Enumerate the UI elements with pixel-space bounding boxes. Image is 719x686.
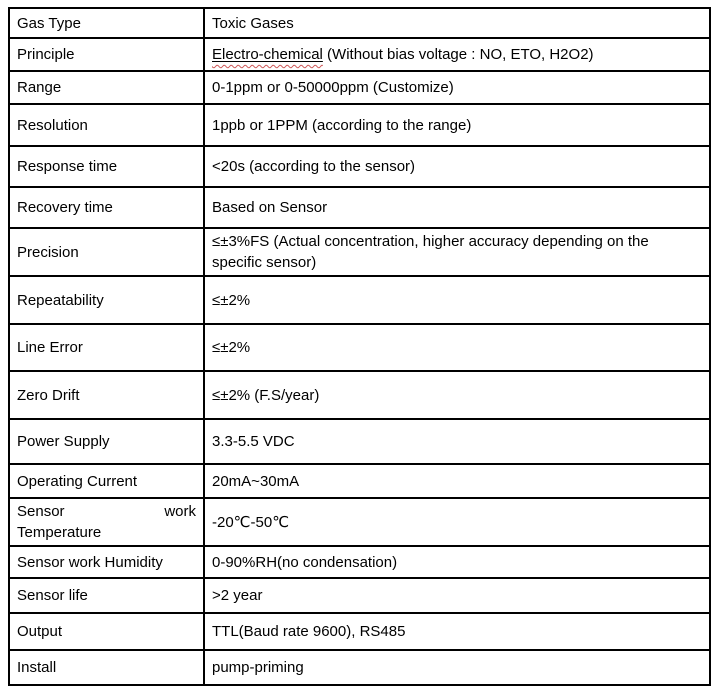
spec-value-cell: ≤±2% [204,324,710,371]
spec-label-cell: Output [9,613,204,650]
spec-value-cell: Toxic Gases [204,8,710,38]
spec-value-cell: Based on Sensor [204,187,710,228]
table-row [9,276,710,324]
spec-label-cell: Resolution [9,104,204,146]
spellcheck-wavy-underline [212,46,323,63]
spec-label-cell: Repeatability [9,276,204,324]
table-row [9,578,710,613]
justified-label-line: Temperature [17,524,102,541]
spec-value-cell: ≤±2% (F.S/year) [204,371,710,419]
spec-label-cell: Principle [9,38,204,71]
spec-label-cell: Sensor life [9,578,204,613]
spec-value-cell: 0-1ppm or 0-50000ppm (Customize) [204,71,710,104]
table-row [9,650,710,685]
spec-label-cell: Zero Drift [9,371,204,419]
spec-table [8,7,711,686]
table-row [9,419,710,464]
table-row [9,228,710,276]
spec-label-cell: Range [9,71,204,104]
spec-label-cell: Recovery time [9,187,204,228]
spec-label-cell [9,498,204,546]
spec-value-cell: 3.3-5.5 VDC [204,419,710,464]
spec-value-cell: Electro-chemical (Without bias voltage : NO, ETO, H2O2) [204,38,710,71]
table-row [9,324,710,371]
table-row [9,71,710,104]
spec-table-body [9,8,710,685]
spec-value-cell: <20s (according to the sensor) [204,146,710,187]
table-row [9,104,710,146]
table-row [9,187,710,228]
spec-label-cell: Response time [9,146,204,187]
table-row [9,146,710,187]
spec-label-cell: Install [9,650,204,685]
spec-value-cell: 20mA~30mA [204,464,710,498]
spec-value-cell: >2 year [204,578,710,613]
table-row [9,464,710,498]
spec-label-cell: Precision [9,228,204,276]
table-row [9,371,710,419]
table-row [9,546,710,578]
table-row [9,498,710,546]
spec-label-cell: Sensor work Humidity [9,546,204,578]
justified-label-line: Sensor work [17,503,196,520]
spec-value-cell: 1ppb or 1PPM (according to the range) [204,104,710,146]
spec-label-cell: Power Supply [9,419,204,464]
spec-label-cell: Operating Current [9,464,204,498]
table-row [9,38,710,71]
spec-value-cell: ≤±2% [204,276,710,324]
underlined-text: Electro-chemical [212,46,323,63]
table-row [9,613,710,650]
spec-label-cell: Gas Type [9,8,204,38]
spec-value-cell: ≤±3%FS (Actual concentration, higher accuracy depending on the specific sensor) [204,228,710,276]
spec-value-cell: -20℃-50℃ [204,498,710,546]
spec-value-cell: 0-90%RH(no condensation) [204,546,710,578]
spec-value-cell: pump-priming [204,650,710,685]
spec-label-cell: Line Error [9,324,204,371]
table-row [9,8,710,38]
spec-value-cell: TTL(Baud rate 9600), RS485 [204,613,710,650]
